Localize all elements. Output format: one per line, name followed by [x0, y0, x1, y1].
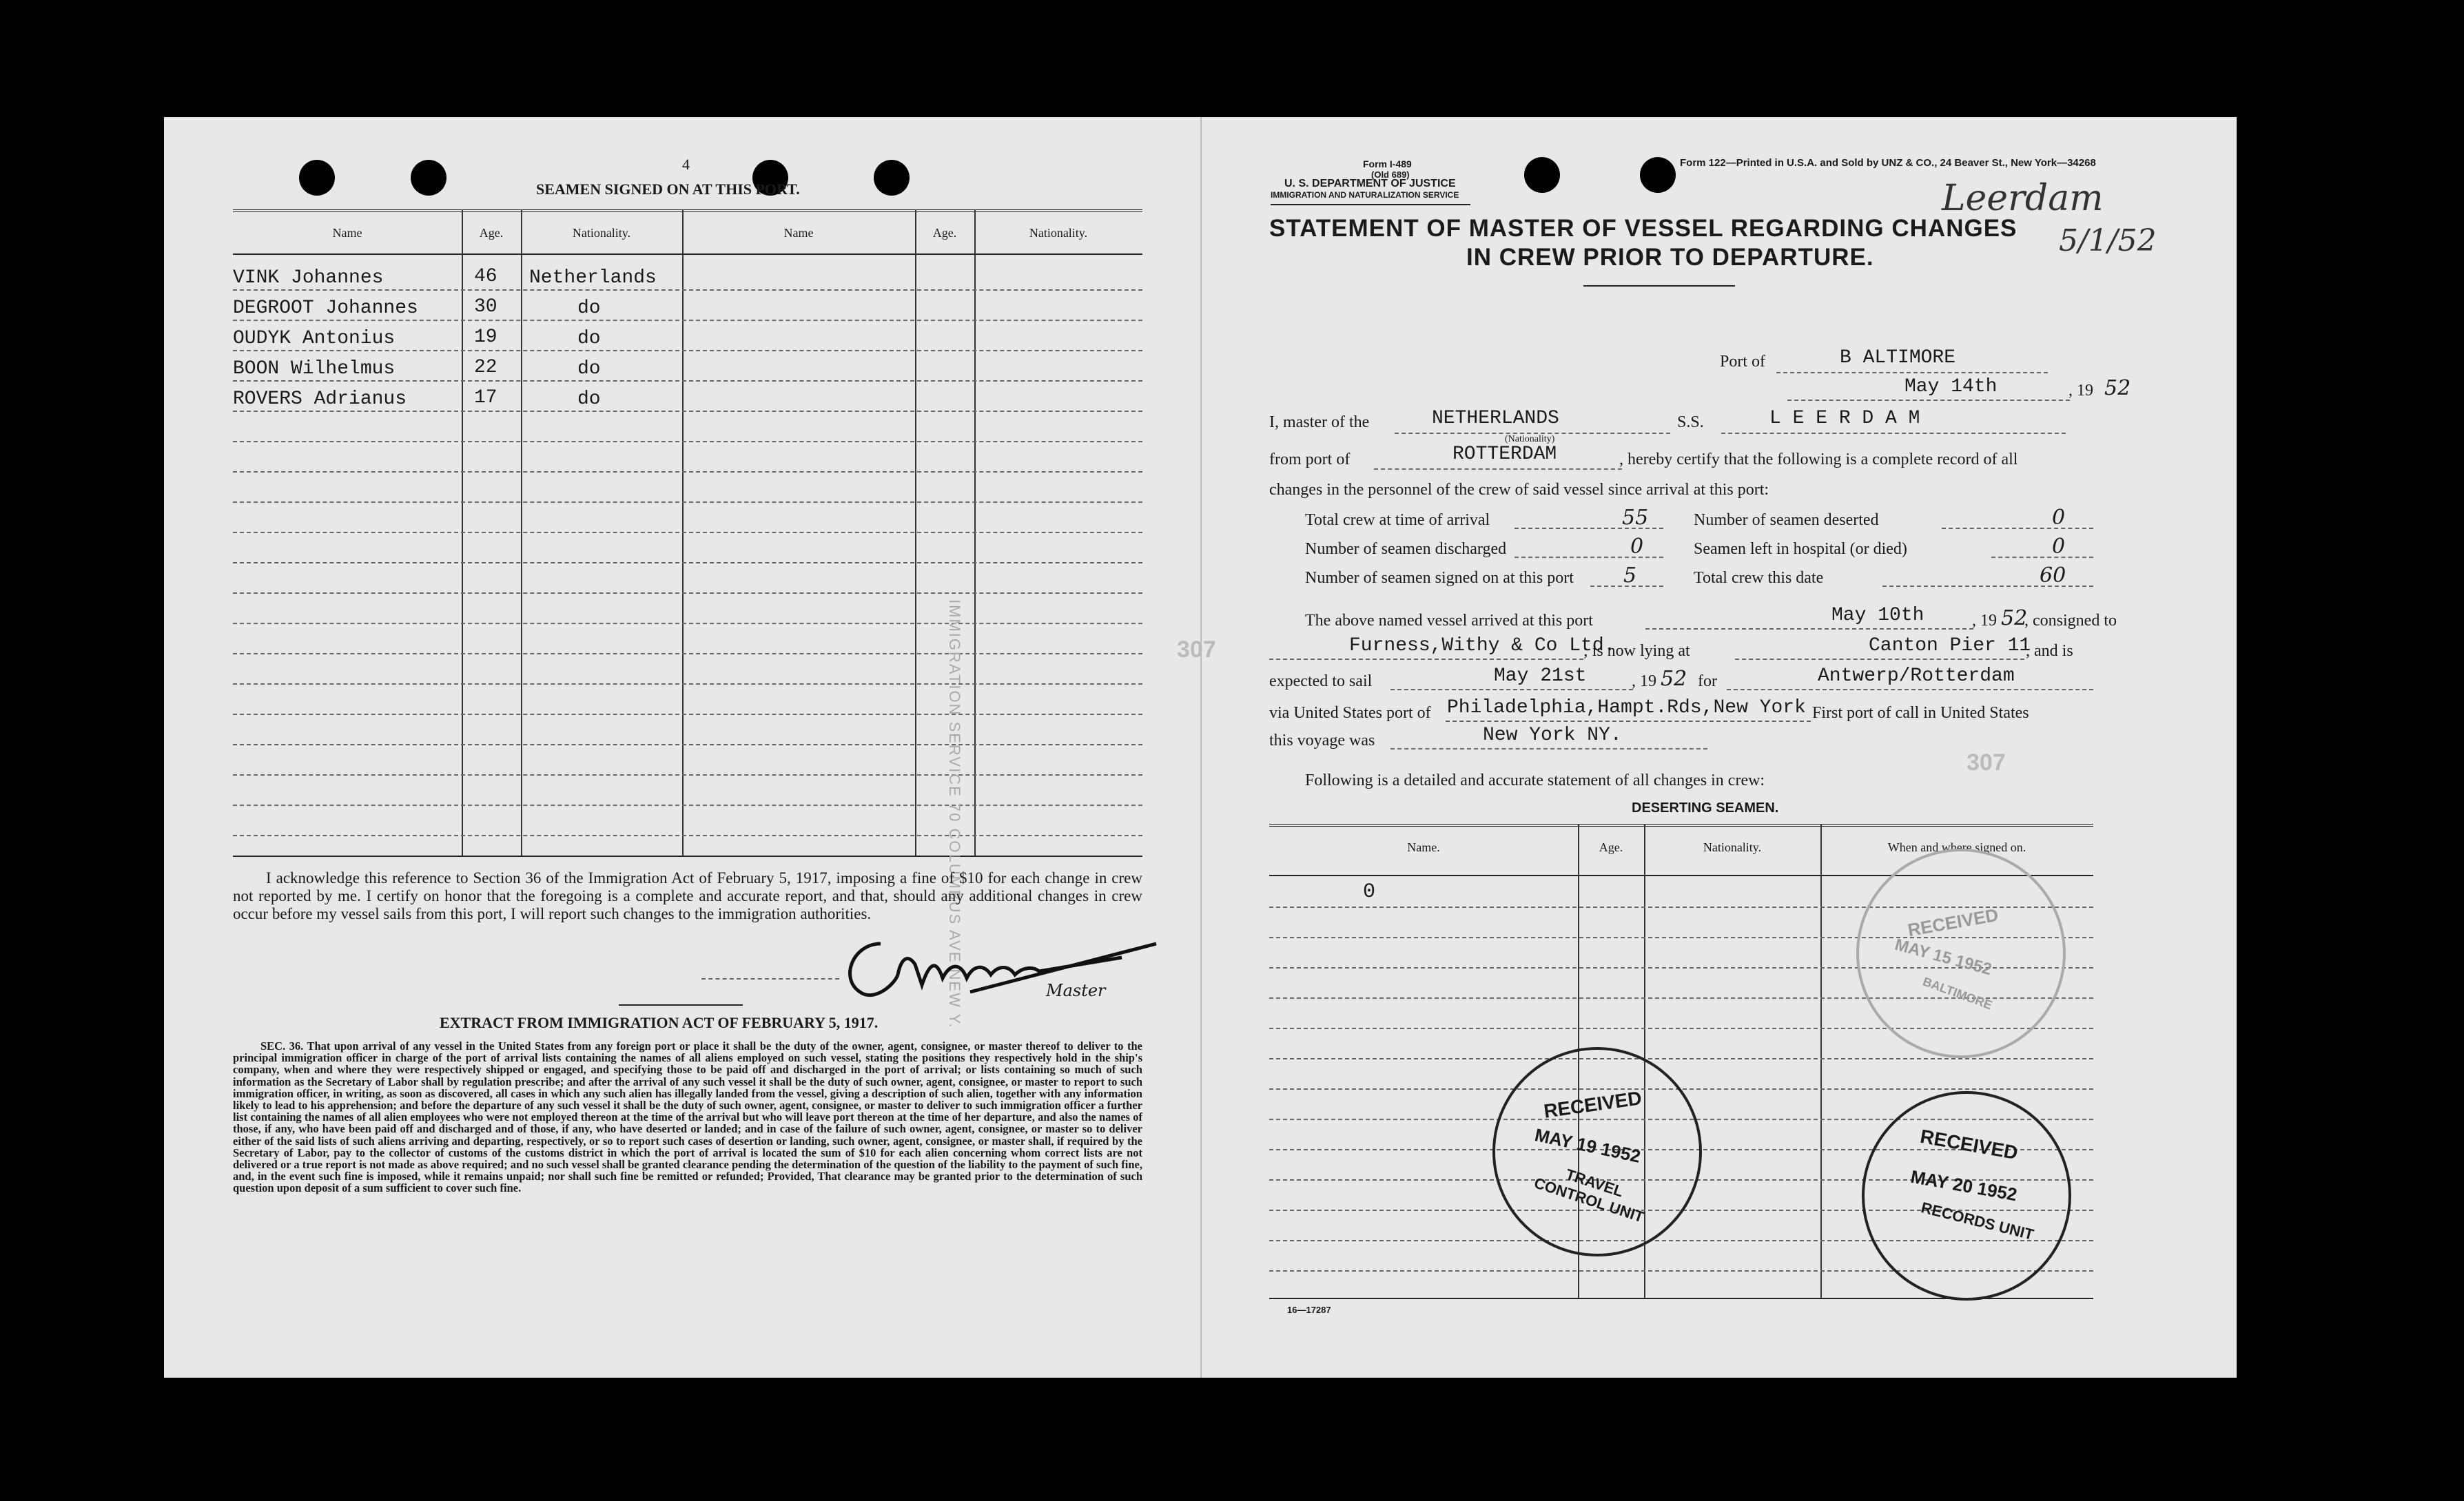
row-line	[233, 592, 1142, 594]
punch-hole	[1524, 157, 1560, 193]
row-line	[233, 562, 1142, 563]
field-line	[1776, 372, 2048, 373]
punch-hole	[874, 160, 910, 196]
punch-hole	[411, 160, 446, 196]
deserting-title: DESERTING SEAMEN.	[1632, 800, 1779, 816]
row-line	[233, 380, 1142, 382]
page-number: 4	[682, 156, 690, 173]
stat-value: 0	[1630, 535, 1644, 559]
form-title-line1: STATEMENT OF MASTER OF VESSEL REGARDING CHANGES	[1269, 215, 2018, 242]
stat-label: Number of seamen deserted	[1694, 511, 1879, 529]
field-line	[1390, 748, 1707, 749]
field-line	[1374, 468, 1622, 470]
faint-stamp: IMMIGRATION SERVICE 70 COLUMBUS AVE NEW Y.	[946, 599, 963, 1029]
page-mark: 307	[1967, 749, 2006, 776]
column-header-age: Age.	[932, 226, 957, 240]
stat-value: 0	[2052, 506, 2066, 530]
crew-name: BOON Wilhelmus	[233, 358, 396, 380]
row-line	[233, 501, 1142, 503]
expected-label: expected to sail	[1269, 672, 1373, 690]
row-line	[233, 350, 1142, 351]
row-line	[233, 653, 1142, 654]
crew-age: 19	[474, 327, 497, 348]
header-rule	[1271, 204, 1470, 205]
deserting-header-name: Name.	[1407, 840, 1440, 854]
table-bottom-rule	[233, 856, 1142, 857]
deserting-header-nationality: Nationality.	[1703, 840, 1762, 854]
year-value: 52	[2104, 376, 2131, 400]
certify-text: , hereby certify that the following is a complete record of all	[1619, 451, 2018, 468]
row-line	[233, 774, 1142, 776]
via-label: via United States port of	[1269, 704, 1431, 722]
stat-label: Total crew at time of arrival	[1305, 511, 1490, 529]
field-line	[1991, 557, 2093, 558]
stamp-top: RECEIVED	[1906, 904, 2000, 941]
handwritten-date: 5/1/52	[2059, 223, 2157, 258]
port-label: Port of	[1720, 353, 1765, 371]
field-line	[1390, 689, 1633, 690]
from-port-value: ROTTERDAM	[1452, 444, 1557, 465]
master-signature	[832, 916, 1163, 1019]
row-line	[233, 532, 1142, 533]
extract-rule	[619, 1004, 743, 1006]
row-line	[233, 471, 1142, 473]
row-line	[233, 744, 1142, 745]
document-sheet	[164, 117, 2237, 1378]
port-value: B ALTIMORE	[1840, 347, 1956, 369]
row-line	[1269, 1058, 2093, 1059]
table-top-rule	[233, 209, 1142, 212]
extract-title: EXTRACT FROM IMMIGRATION ACT OF FEBRUARY 5, 1917.	[440, 1014, 879, 1031]
voyage-label: this voyage was	[1269, 732, 1375, 749]
stamp-date: MAY 20 1952	[1909, 1166, 2019, 1205]
field-line	[1735, 659, 2024, 660]
handwritten-vessel-name: Leerdam	[1942, 178, 2104, 219]
stamp-bottom: TRAVEL CONTROL UNIT	[1532, 1165, 1646, 1226]
row-line	[233, 441, 1142, 442]
stamp-date: MAY 15 1952	[1893, 935, 1994, 980]
crew-nationality: do	[577, 358, 601, 380]
page-fold	[1200, 117, 1202, 1378]
for-label: for	[1698, 672, 1717, 690]
field-line	[1787, 400, 2070, 401]
left-page-title: SEAMEN SIGNED ON AT THIS PORT.	[536, 180, 800, 198]
service-name: IMMIGRATION AND NATURALIZATION SERVICE	[1271, 190, 1459, 200]
row-line	[233, 835, 1142, 836]
crew-age: 22	[474, 357, 497, 378]
date-value: May 14th	[1905, 376, 1998, 397]
crew-nationality: do	[577, 328, 601, 349]
column-header-nationality: Nationality.	[1029, 226, 1088, 240]
department-name: U. S. DEPARTMENT OF JUSTICE	[1284, 178, 1456, 189]
printer-line: Form 122—Printed in U.S.A. and Sold by UNZ & CO., 24 Beaver St., New York—34268	[1680, 157, 2096, 169]
row-line	[233, 683, 1142, 685]
page-mark: 307	[1177, 636, 1216, 663]
signature-label: Master	[1046, 981, 1106, 1000]
crew-nationality: Netherlands	[529, 267, 657, 289]
arrived-year: 52	[2001, 606, 2028, 630]
form-title-line2: IN CREW PRIOR TO DEPARTURE.	[1466, 244, 1874, 271]
row-line	[233, 289, 1142, 291]
row-line	[233, 411, 1142, 412]
row-line	[233, 714, 1142, 715]
stamp-bottom: BALTIMORE	[1920, 974, 1995, 1013]
stamp-top: RECEIVED	[1542, 1087, 1643, 1122]
punch-hole	[1640, 157, 1676, 193]
stat-value: 60	[2040, 563, 2066, 588]
following-text: Following is a detailed and accurate statement of all changes in crew:	[1305, 772, 1765, 789]
form-number: Form I-489	[1363, 158, 1412, 169]
deserting-header-age: Age.	[1599, 840, 1623, 854]
and-is-label: , and is	[2026, 642, 2073, 660]
arrived-value: May 10th	[1831, 605, 1924, 626]
year-prefix: , 19	[1972, 612, 1997, 630]
ss-label: S.S.	[1677, 413, 1704, 431]
first-port-label: First port of call in United States	[1812, 704, 2029, 722]
crew-nationality: do	[577, 389, 601, 410]
field-line	[1721, 433, 2066, 434]
received-stamp	[1492, 1047, 1702, 1256]
field-line	[1942, 528, 2093, 529]
via-value: Philadelphia,Hampt.Rds,New York	[1447, 697, 1806, 718]
stamp-top: RECEIVED	[1918, 1125, 2020, 1164]
crew-age: 30	[474, 296, 497, 318]
row-line	[233, 623, 1142, 624]
field-line	[1446, 721, 1811, 722]
stat-label: Number of seamen signed on at this port	[1305, 569, 1574, 587]
stamp-bottom: RECORDS UNIT	[1919, 1199, 2036, 1243]
expected-value: May 21st	[1494, 665, 1587, 687]
stat-value: 0	[2052, 535, 2066, 559]
form-old-number: (Old 689)	[1371, 169, 1410, 180]
crew-name: DEGROOT Johannes	[233, 298, 418, 319]
field-line	[1645, 628, 1973, 630]
crew-name: OUDYK Antonius	[233, 328, 396, 349]
title-underline	[1583, 285, 1735, 287]
lying-label: ; is now lying at	[1583, 642, 1690, 660]
consignee-value: Furness,Withy & Co Ltd.	[1349, 635, 1616, 656]
destination-value: Antwerp/Rotterdam	[1818, 665, 2015, 687]
crew-nationality: do	[577, 298, 601, 319]
stat-label: Total crew this date	[1694, 569, 1824, 587]
row-line	[233, 805, 1142, 806]
arrived-label: The above named vessel arrived at this port	[1305, 612, 1593, 630]
column-header-name: Name	[783, 226, 814, 240]
field-line	[1269, 659, 1583, 660]
column-header-name: Name	[332, 226, 362, 240]
stat-label: Number of seamen discharged	[1305, 540, 1507, 558]
crew-name: VINK Johannes	[233, 267, 384, 289]
year-prefix: , 19	[1632, 672, 1656, 690]
received-stamp	[1862, 1091, 2071, 1301]
form-code: 16—17287	[1287, 1305, 1331, 1315]
changes-text: changes in the personnel of the crew of said vessel since arrival at this port:	[1269, 481, 1769, 499]
voyage-value: New York NY.	[1483, 725, 1622, 746]
consigned-label: , consigned to	[2024, 612, 2117, 630]
crew-age: 17	[474, 387, 497, 408]
deserting-header-signed: When and where signed on.	[1887, 840, 2026, 854]
master-label: I, master of the	[1269, 413, 1370, 431]
column-header-age: Age.	[479, 226, 504, 240]
crew-name: ROVERS Adrianus	[233, 389, 407, 410]
stat-value: 5	[1623, 563, 1637, 588]
crew-age: 46	[474, 266, 497, 287]
vessel-value: L E E R D A M	[1769, 408, 1920, 429]
stat-label: Seamen left in hospital (or died)	[1694, 540, 1907, 558]
column-header-nationality: Nationality.	[572, 226, 631, 240]
nationality-value: NETHERLANDS	[1432, 408, 1559, 429]
deserting-entry: 0	[1363, 880, 1376, 904]
stat-value: 55	[1622, 506, 1649, 530]
nationality-caption: (Nationality)	[1505, 434, 1555, 444]
year-prefix: , 19	[2068, 382, 2093, 400]
acknowledgement-text: I acknowledge this reference to Section 36 of the Immigration Act of February 5, 1917, imposing a fine of $10 for each change in crew not reported by me. I certify on honor that the foregoing is a complete and accurate report, and that, should any additional changes in crew occur before my vessel sails from this port, I will report such changes to the immigration authorities.	[233, 869, 1142, 922]
deserting-top-rule	[1269, 824, 2093, 827]
column-divider	[1820, 824, 1822, 1298]
row-line	[233, 320, 1142, 321]
from-port-label: from port of	[1269, 451, 1351, 468]
header-rule	[233, 253, 1142, 255]
field-line	[1727, 689, 2093, 690]
stamp-date: MAY 19 1952	[1532, 1124, 1643, 1167]
signature-line	[701, 978, 839, 980]
lying-value: Canton Pier 11	[1869, 635, 2031, 656]
expected-year: 52	[1661, 667, 1687, 691]
received-stamp	[1856, 849, 2066, 1058]
extract-text: SEC. 36. That upon arrival of any vessel in the United States from any foreign port or place it shall be the duty of the owner, agent, consignee, or master thereof to deliver to the principal immigration officer in charge of the port of arrival lists containing the names of all aliens employed on such vessel, stating the positions they respectively hold in the ship's company, when and where they were respectively shipped or engaged, and specifying those to be paid off and discharged in the port of arrival; or lists containing so much of such information as the Secretary of Labor shall by regulation prescribe; and after the arrival of any such vessel it shall be the duty of such owner, agent, consignee, or master to report to such immigration officer, in writing, as soon as discovered, all cases in which any such alien has illegally landed from the vessel, giving a description of such alien, together with any information likely to lead to his apprehension; and before the departure of any such vessel it shall be the duty of such owner, agent, consignee, or master to deliver to such immigration officer a further list containing the names of all alien employees who were not employed thereon at the time of the arrival but who will leave port thereon at the time of her departure, and also the names of those, if any, who have been paid off and discharged and of those, if any, who have deserted or landed; and in case of the failure of such owner, agent, consignee, or master so to deliver either of the said lists of such aliens arriving and departing, respectively, or so to report such cases of desertion or landing, such owner, agent, consignee, or master shall, if required by the Secretary of Labor, pay to the collector of customs of the customs district in which the port of arrival is located the sum of $10 for each alien concerning whom correct lists are not delivered or a true report is not made as above required; and no such vessel shall be granted clearance pending the determination of the question of the liability to the payment of such fine, and, in the event such fine is imposed, while it remains unpaid; nor shall such fine be remitted or refunded; Provided, That clearance may be granted prior to the determination of such question upon deposit of a sum sufficient to cover such fine.	[233, 1039, 1142, 1195]
punch-hole	[299, 160, 335, 196]
